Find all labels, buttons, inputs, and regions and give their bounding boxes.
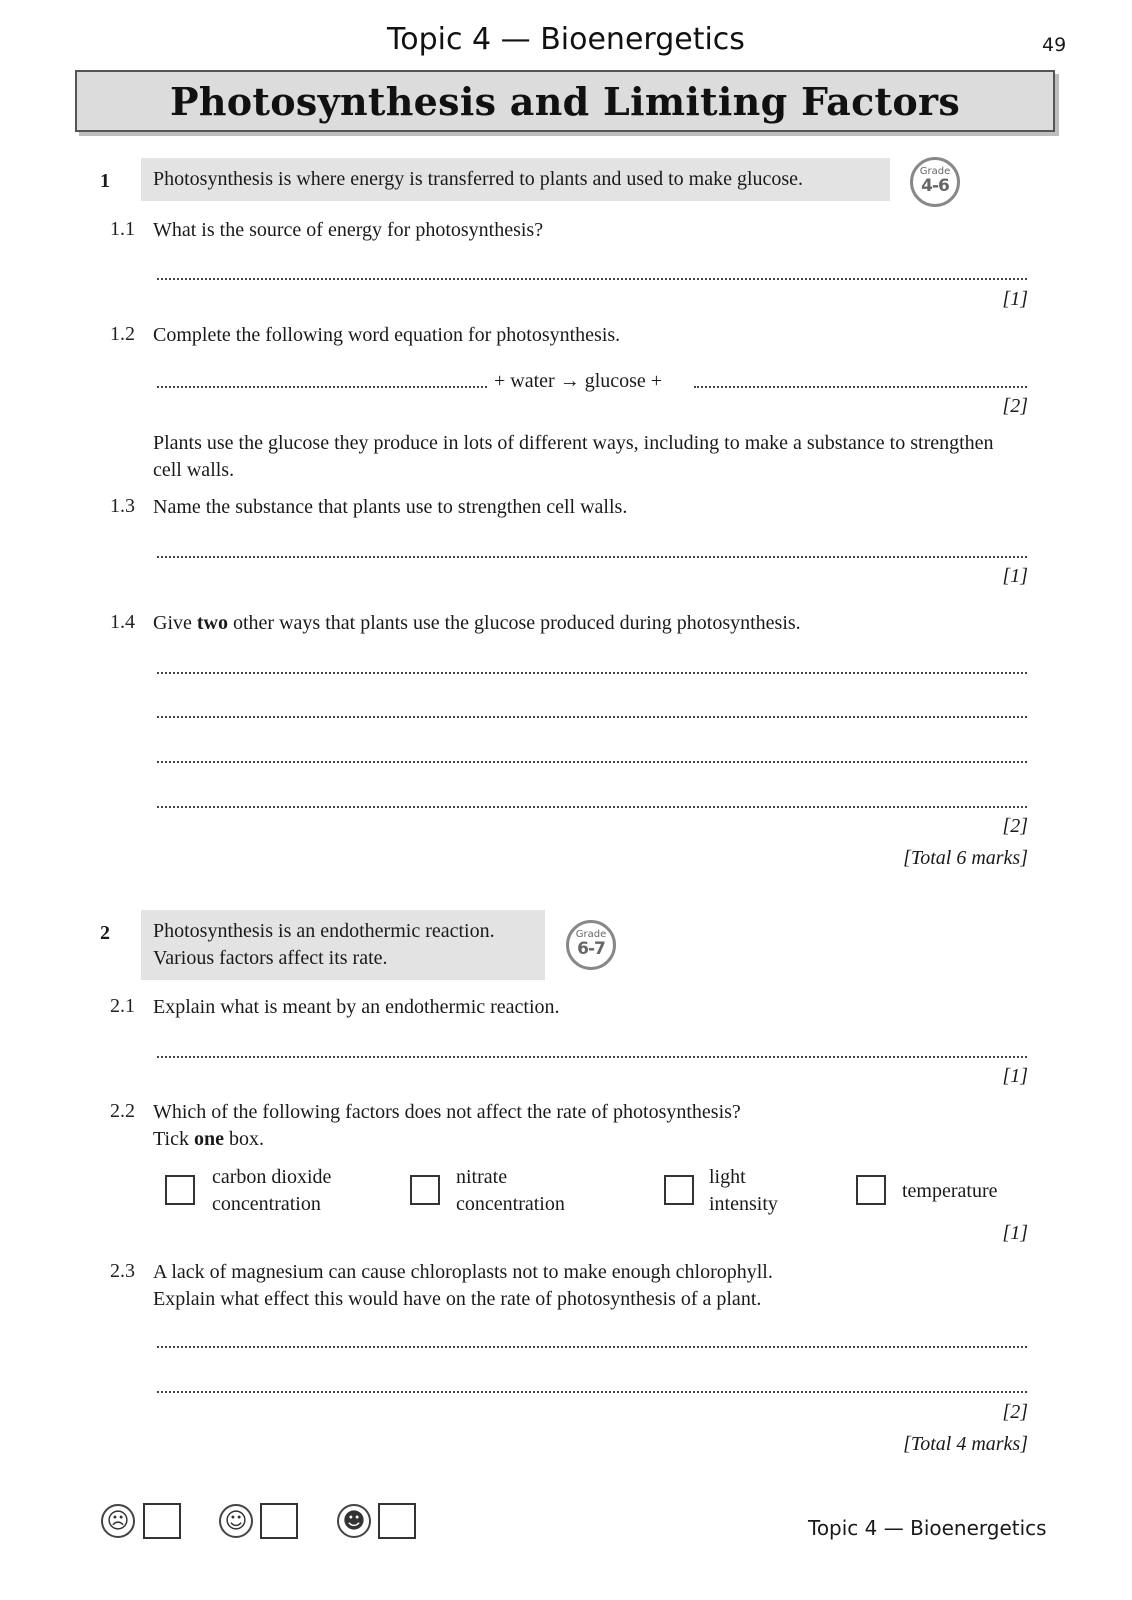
- footer-topic: Topic 4 — Bioenergetics: [808, 1516, 1047, 1540]
- subquestion-number: 1.3: [110, 495, 135, 517]
- subquestion-text: A lack of magnesium can cause chloroplasts not to make enough chlorophyll. Explain what effect this would have on the rate of photosynthesis of a plant.: [153, 1261, 773, 1310]
- self-assessment-box[interactable]: [260, 1503, 298, 1539]
- marks-label: [1]: [1002, 565, 1028, 587]
- option-label: nitrate concentration: [456, 1166, 565, 1215]
- answer-line[interactable]: [157, 1391, 1027, 1393]
- equation-text: + water → glucose +: [494, 370, 663, 392]
- option-label: temperature: [902, 1180, 998, 1202]
- answer-line[interactable]: [157, 716, 1027, 718]
- grade-badge: [910, 157, 960, 207]
- subquestion-text: What is the source of energy for photosynthesis?: [153, 219, 544, 241]
- page-number: 49: [1042, 34, 1067, 56]
- subquestion-text: Name the substance that plants use to strengthen cell walls.: [153, 496, 628, 518]
- total-marks: [Total 4 marks]: [903, 1433, 1028, 1455]
- subquestion-text: Which of the following factors does not affect the rate of photosynthesis? Tick one box.: [153, 1101, 741, 1150]
- answer-line[interactable]: [157, 1056, 1027, 1058]
- option-label: light intensity: [709, 1166, 778, 1215]
- option-label: carbon dioxide concentration: [212, 1166, 332, 1215]
- grade-badge: [566, 920, 616, 970]
- marks-label: [2]: [1002, 395, 1028, 417]
- answer-line[interactable]: [157, 806, 1027, 808]
- self-assessment-box[interactable]: [378, 1503, 416, 1539]
- happy-face-icon: ☻: [337, 1504, 371, 1538]
- subquestion-number: 1.4: [110, 611, 135, 633]
- marks-label: [1]: [1002, 1222, 1028, 1244]
- subquestion-text: Complete the following word equation for photosynthesis.: [153, 324, 621, 346]
- topic-header: Topic 4 — Bioenergetics: [387, 22, 745, 57]
- answer-line[interactable]: [157, 386, 487, 388]
- subquestion-number: 2.2: [110, 1100, 135, 1122]
- self-assessment-box[interactable]: [143, 1503, 181, 1539]
- question-lead-text: Photosynthesis is where energy is transferred to plants and used to make glucose.: [153, 168, 804, 190]
- checkbox-temperature[interactable]: [856, 1175, 886, 1205]
- answer-line[interactable]: [157, 672, 1027, 674]
- neutral-face-icon: ☺: [219, 1504, 253, 1538]
- checkbox-light-intensity[interactable]: [664, 1175, 694, 1205]
- question-lead-box: [141, 910, 545, 980]
- question-lead-text: Various factors affect its rate.: [153, 947, 388, 969]
- grade-value: 4-6: [921, 176, 949, 196]
- answer-line[interactable]: [157, 556, 1027, 558]
- subquestion-text: Explain what is meant by an endothermic reaction.: [153, 996, 560, 1018]
- subquestion-number: 2.3: [110, 1260, 135, 1282]
- sad-face-icon: ☹: [101, 1504, 135, 1538]
- subquestion-number: 1.2: [110, 323, 135, 345]
- marks-label: [1]: [1002, 1065, 1028, 1087]
- page-title: Photosynthesis and Limiting Factors: [169, 78, 961, 124]
- question-number: 1: [100, 170, 110, 192]
- question-lead-text: Photosynthesis is an endothermic reaction.: [153, 920, 495, 942]
- subquestion-number: 1.1: [110, 218, 135, 240]
- answer-line[interactable]: [157, 278, 1027, 280]
- info-text: Plants use the glucose they produce in lots of different ways, including to make a substance to strengthen cell walls.: [153, 432, 994, 481]
- marks-label: [2]: [1002, 815, 1028, 837]
- answer-line[interactable]: [157, 1346, 1027, 1348]
- subquestion-text: Give two other ways that plants use the glucose produced during photosynthesis.: [153, 612, 801, 634]
- marks-label: [2]: [1002, 1401, 1028, 1423]
- grade-value: 6-7: [577, 939, 605, 959]
- grade-label: Grade: [575, 929, 607, 940]
- marks-label: [1]: [1002, 288, 1028, 310]
- question-lead-box: [141, 158, 890, 201]
- total-marks: [Total 6 marks]: [903, 847, 1028, 869]
- answer-line[interactable]: [157, 761, 1027, 763]
- answer-line[interactable]: [694, 386, 1027, 388]
- subquestion-number: 2.1: [110, 995, 135, 1017]
- checkbox-carbon-dioxide[interactable]: [165, 1175, 195, 1205]
- checkbox-nitrate[interactable]: [410, 1175, 440, 1205]
- title-bar: [75, 70, 1055, 132]
- grade-label: Grade: [919, 166, 951, 177]
- question-number: 2: [100, 922, 110, 944]
